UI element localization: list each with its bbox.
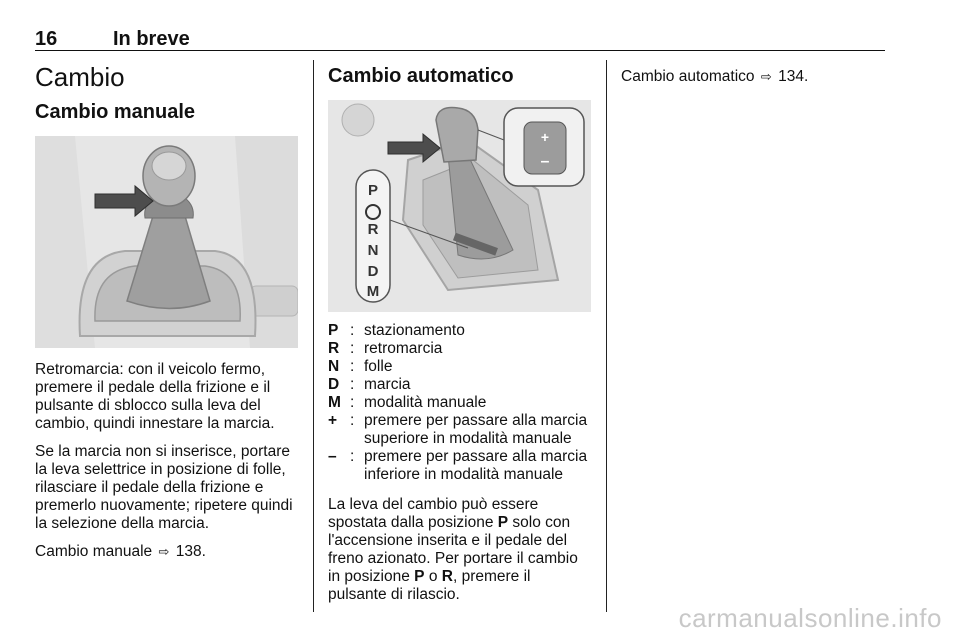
minus-icon: – — [328, 448, 337, 465]
column-reference — [621, 60, 884, 96]
automatic-selector-lever-illustration — [328, 100, 591, 312]
section-title: Cambio — [35, 62, 125, 92]
legend-separator: : — [350, 322, 355, 339]
legend-key: D — [328, 376, 340, 393]
automatic-gearbox-reference — [621, 68, 884, 86]
legend-text: modalità manuale — [364, 394, 487, 411]
legend-item — [328, 358, 591, 376]
legend-separator: : — [350, 412, 355, 429]
column-automatic-gearbox — [328, 60, 591, 614]
legend-key: P — [328, 322, 339, 339]
reference-text: Cambio automatico — [621, 68, 755, 85]
legend-key: R — [328, 340, 340, 357]
legend-item — [328, 412, 591, 448]
page-header — [35, 28, 885, 51]
legend-item — [328, 448, 591, 484]
para-text: , premere il pulsante di rilascio. — [328, 568, 531, 603]
column-manual-gearbox — [35, 60, 298, 571]
gear-label-r: R — [367, 221, 379, 238]
gear-p-inline: P — [414, 568, 425, 585]
para-text: solo con l'accensione inserita e il pedale del freno azionato. Per portare il cambio in posizione — [328, 514, 578, 585]
legend-item — [328, 394, 591, 412]
gear-r-inline: R — [441, 568, 453, 585]
reference-page[interactable]: 134. — [778, 68, 809, 85]
gear-label-p: P — [367, 182, 379, 199]
legend-separator: : — [350, 448, 355, 465]
manual-gearbox-reference — [35, 543, 298, 561]
legend-text: marcia — [364, 376, 411, 393]
legend-text: folle — [364, 358, 393, 375]
legend-key: M — [328, 394, 341, 411]
manual-gear-lever-illustration — [35, 136, 298, 348]
svg-text:–: – — [540, 153, 550, 170]
legend-separator: : — [350, 358, 355, 375]
legend-item — [328, 322, 591, 340]
watermark: carmanualsonline.info — [678, 603, 942, 633]
gear-label-d: D — [367, 263, 379, 280]
gear-legend — [328, 322, 591, 484]
legend-item — [328, 376, 591, 394]
reference-text: Cambio manuale — [35, 543, 153, 560]
legend-item — [328, 340, 591, 358]
legend-separator: : — [350, 340, 355, 357]
page-number: 16 — [35, 28, 58, 50]
legend-separator: : — [350, 376, 355, 393]
legend-text: premere per passare alla marcia inferiore in modalità manuale — [364, 448, 588, 483]
para-text: La leva del cambio può essere spostata dalla posizione — [328, 496, 539, 531]
legend-separator: : — [350, 394, 355, 411]
gear-p-inline: P — [497, 514, 509, 531]
subsection-title-manual: Cambio manuale — [35, 101, 196, 123]
svg-text:+: + — [540, 129, 550, 145]
subsection-title-automatic: Cambio automatico — [328, 65, 514, 87]
column-divider — [313, 60, 314, 612]
legend-key: N — [328, 358, 340, 375]
gear-label-n: N — [367, 242, 379, 259]
reverse-gear-paragraph: Retromarcia: con il veicolo fermo, premere il pedale della frizione e il pulsante di sblocco sulla leva del cambio, quindi innestare la marcia. — [35, 361, 275, 432]
reference-page[interactable]: 138. — [175, 543, 206, 560]
chapter-title: In breve — [113, 28, 190, 50]
page-reference-icon: ⇨ — [158, 544, 170, 559]
plus-icon: + — [328, 412, 338, 429]
legend-text: stazionamento — [364, 322, 465, 339]
page-reference-icon: ⇨ — [760, 69, 772, 84]
legend-text: premere per passare alla marcia superiore in modalità manuale — [364, 412, 588, 447]
legend-text: retromarcia — [364, 340, 443, 357]
gear-label-m: M — [366, 283, 380, 300]
selector-lever-paragraph — [328, 496, 591, 604]
column-divider — [606, 60, 607, 612]
gear-retry-paragraph: Se la marcia non si inserisce, portare la leva selettrice in posizione di folle, rilasciare il pedale della frizione e premerlo nuovamente; ripetere quindi la selezione della marcia. — [35, 443, 293, 532]
para-text: o — [428, 568, 438, 585]
